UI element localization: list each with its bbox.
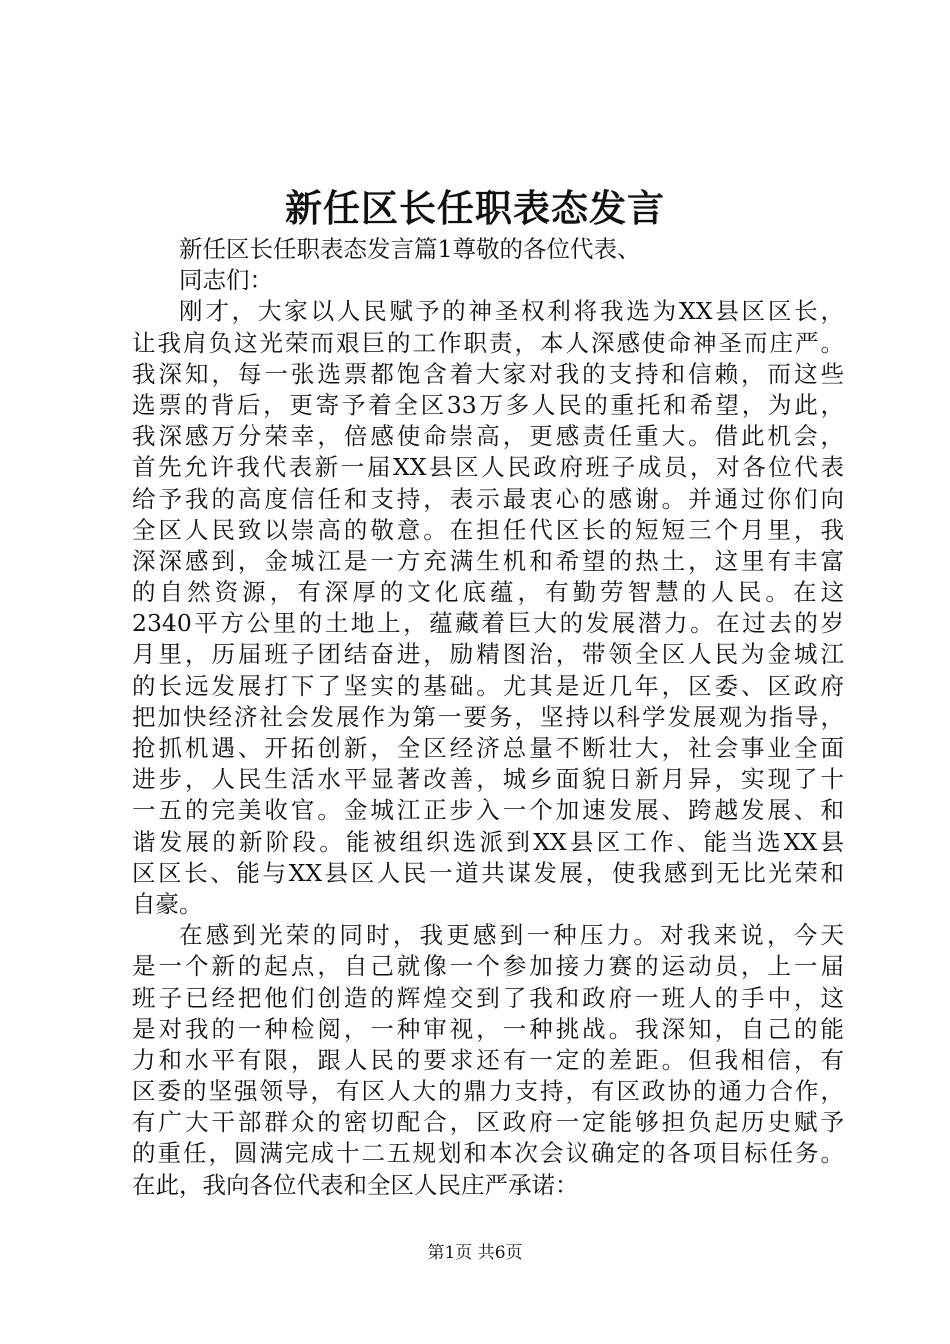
text-line: 区委的坚强领导，有区人大的鼎力支持，有区政协的通力合作， (132, 1077, 844, 1106)
text-line: 让我肩负这光荣而艰巨的工作职责，本人深感使命神圣而庄严。 (132, 328, 844, 357)
text-line: 选票的背后，更寄予着全区33万多人民的重托和希望，为此， (132, 390, 844, 419)
text-line: 2340平方公里的土地上，蕴藏着巨大的发展潜力。在过去的岁 (132, 609, 844, 638)
text-line: 把加快经济社会发展作为第一要务，坚持以科学发展观为指导， (132, 702, 844, 731)
text-line: 在感到光荣的同时，我更感到一种压力。对我来说，今天 (179, 921, 844, 950)
text-line: 深深感到，金城江是一方充满生机和希望的热土，这里有丰富 (132, 546, 844, 575)
text-line: 是一个新的起点，自己就像一个参加接力赛的运动员，上一届 (132, 952, 844, 981)
text-line: 谐发展的新阶段。能被组织选派到XX县区工作、能当选XX县 (132, 827, 844, 856)
text-line: 月里，历届班子团结奋进，励精图治，带领全区人民为金城江 (132, 640, 844, 669)
document-title: 新任区长任职表态发言 (285, 186, 665, 230)
document-body (132, 234, 844, 1201)
text-line: 同志们： (179, 266, 273, 295)
text-line: 我深感万分荣幸，倍感使命崇高，更感责任重大。借此机会， (132, 422, 844, 451)
text-line: 力和水平有限，跟人民的要求还有一定的差距。但我相信，有 (132, 1045, 844, 1074)
text-line: 全区人民致以崇高的敬意。在担任代区长的短短三个月里，我 (132, 515, 844, 544)
text-line: 给予我的高度信任和支持，表示最衷心的感谢。并通过你们向 (132, 484, 844, 513)
text-line: 的自然资源，有深厚的文化底蕴，有勤劳智慧的人民。在这 (132, 578, 844, 607)
text-line: 有广大干部群众的密切配合，区政府一定能够担负起历史赋予 (132, 1108, 844, 1137)
text-line: 一五的完美收官。金城江正步入一个加速发展、跨越发展、和 (132, 796, 844, 825)
text-line: 抢抓机遇、开拓创新，全区经济总量不断壮大，社会事业全面 (132, 734, 844, 762)
text-line: 班子已经把他们创造的辉煌交到了我和政府一班人的手中，这 (132, 983, 844, 1012)
text-line: 我深知，每一张选票都饱含着大家对我的支持和信赖，而这些 (132, 359, 844, 388)
text-line: 自豪。 (132, 889, 203, 918)
text-line: 刚才，大家以人民赋予的神圣权利将我选为XX县区区长， (179, 297, 844, 326)
text-line: 首先允许我代表新一届XX县区人民政府班子成员，对各位代表 (132, 453, 844, 482)
text-line: 区区长、能与XX县区人民一道共谋发展，使我感到无比光荣和 (132, 858, 844, 887)
text-line: 是对我的一种检阅，一种审视，一种挑战。我深知，自己的能 (132, 1014, 844, 1043)
text-line: 的长远发展打下了坚实的基础。尤其是近几年，区委、区政府 (132, 671, 844, 700)
text-line: 在此，我向各位代表和全区人民庄严承诺： (132, 1170, 579, 1199)
text-line: 进步，人民生活水平显著改善，城乡面貌日新月异，实现了十 (132, 765, 844, 794)
text-line: 新任区长任职表态发言篇1尊敬的各位代表、 (179, 235, 641, 263)
page-footer: 第1页 共6页 (427, 1243, 523, 1263)
text-line: 的重任，圆满完成十二五规划和本次会议确定的各项目标任务。 (132, 1139, 844, 1168)
